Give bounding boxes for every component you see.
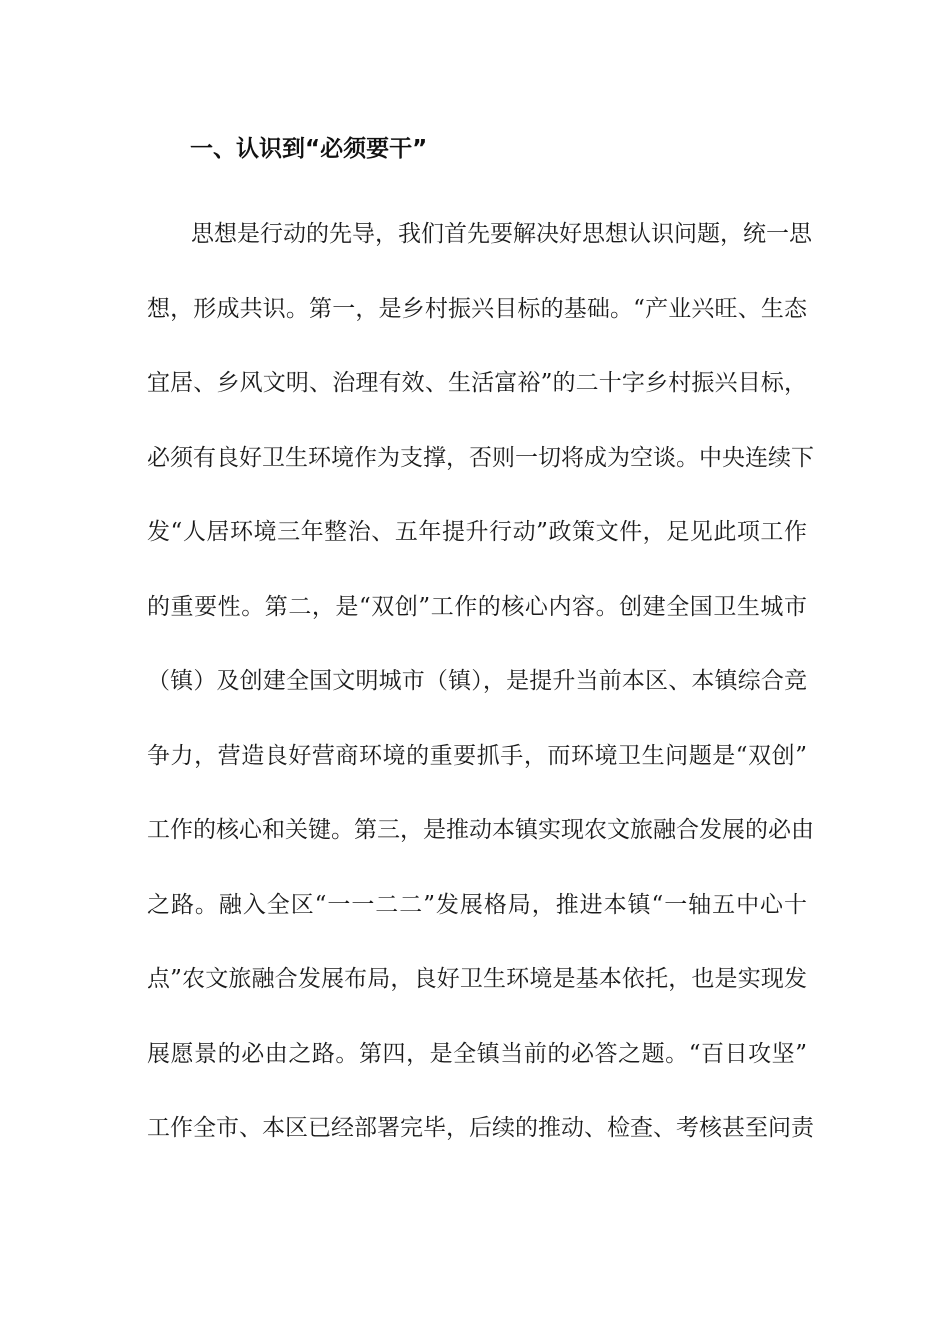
paragraph-line: 工作的核心和关键。第三，是推动本镇实现农文旅融合发展的必由 (147, 817, 814, 843)
paragraph-line: 的重要性。第二，是“双创”工作的核心内容。创建全国卫生城市 (147, 593, 807, 620)
paragraph-line: 工作全市、本区已经部署完毕，后续的推动、检查、考核甚至问责 (147, 1115, 814, 1141)
paragraph-line: 宜居、乡风文明、治理有效、生活富裕”的二十字乡村振兴目标， (147, 370, 807, 396)
paragraph-line: （镇）及创建全国文明城市（镇），是提升当前本区、本镇综合竞 (147, 668, 807, 694)
paragraph-line: 必须有良好卫生环境作为支撑，否则一切将成为空谈。中央连续下 (147, 444, 814, 471)
body-paragraph (147, 219, 814, 1188)
paragraph-line: 争力，营造良好营商环境的重要抓手，而环境卫生问题是“双创” (147, 742, 807, 769)
paragraph-line: 点”农文旅融合发展布局，良好卫生环境是基本依托，也是实现发 (147, 966, 807, 992)
paragraph-line: 展愿景的必由之路。第四，是全镇当前的必答之题。“百日攻坚” (147, 1040, 807, 1067)
section-heading: 一、认识到“必须要干” (190, 136, 428, 162)
paragraph-line: 思想是行动的先导，我们首先要解决好思想认识问题，统一思 (191, 221, 812, 247)
paragraph-line: 想，形成共识。第一，是乡村振兴目标的基础。“产业兴旺、生态 (147, 295, 807, 322)
paragraph-line: 发“人居环境三年整治、五年提升行动”政策文件，足见此项工作 (147, 519, 807, 545)
paragraph-line: 之路。融入全区“一一二二”发展格局，推进本镇“一轴五中心十 (147, 891, 807, 918)
